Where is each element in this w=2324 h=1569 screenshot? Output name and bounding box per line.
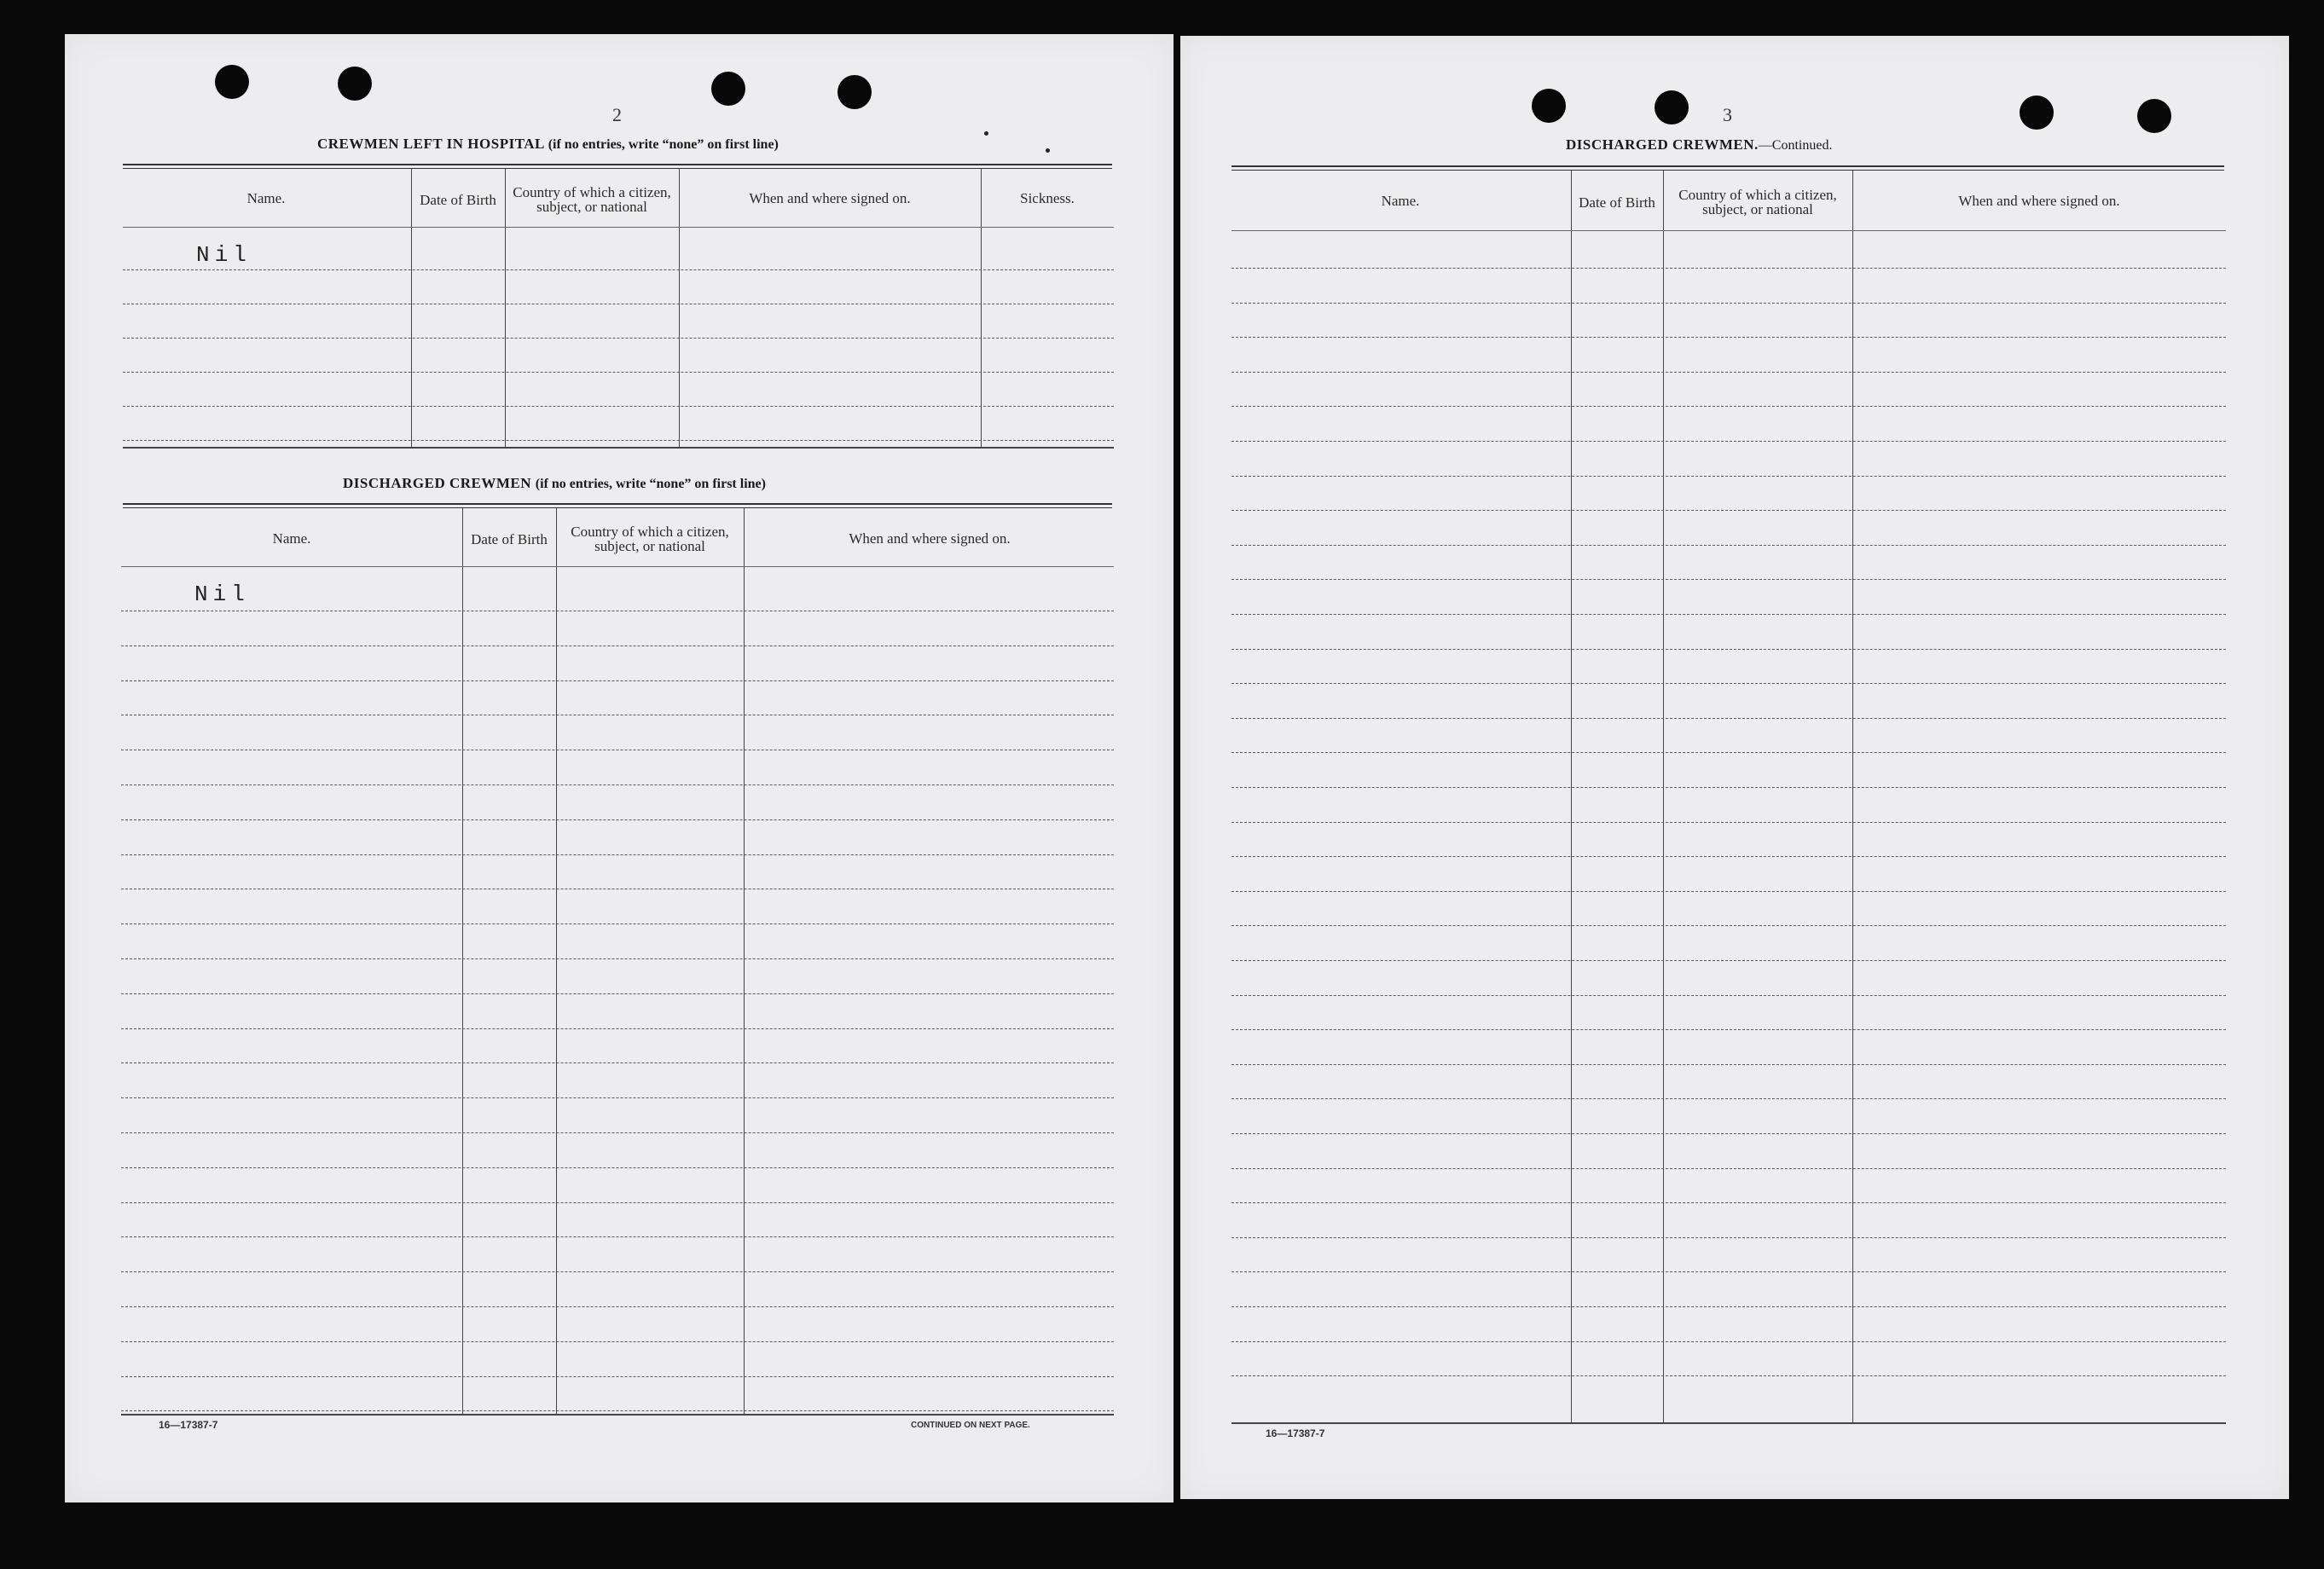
entry-line [1232, 822, 2226, 823]
col-header-country: Country of which a citizen, subject, or national [1678, 187, 1837, 217]
entry-line [121, 958, 1114, 959]
entry-line [121, 854, 1114, 855]
entry-line [121, 1236, 1114, 1237]
col-header-name: Name. [246, 189, 286, 206]
entry-line [1232, 1375, 2226, 1376]
hospital-entry-nil: Nil [196, 242, 252, 268]
hospital-section-title [317, 136, 779, 153]
col-header-signed-on: When and where signed on. [1958, 192, 2120, 209]
column-divider [462, 508, 463, 1414]
entry-line [121, 1341, 1114, 1342]
entry-line [121, 1097, 1114, 1098]
continued-note: CONTINUED ON NEXT PAGE. [911, 1421, 1030, 1430]
punch-hole [1532, 89, 1566, 123]
punch-hole [837, 75, 872, 109]
punch-hole [2020, 96, 2054, 130]
continued-suffix: —Continued. [1758, 138, 1833, 153]
form-number: 16—17387-7 [1266, 1427, 1325, 1439]
entry-line [1232, 891, 2226, 892]
entry-line [1232, 406, 2226, 407]
entry-line [1232, 476, 2226, 477]
col-header-signed-on: When and where signed on. [749, 189, 911, 206]
column-divider [744, 508, 745, 1414]
entry-line [1232, 1271, 2226, 1272]
col-header-dob: Date of Birth [420, 191, 496, 208]
discharged-title-note: (if no entries, write “none” on first line) [535, 477, 766, 491]
entry-line [121, 1376, 1114, 1377]
entry-line [1232, 303, 2226, 304]
col-header-name: Name. [272, 530, 311, 547]
entry-line [1232, 545, 2226, 546]
entry-line [1232, 1341, 2226, 1342]
column-divider [1571, 171, 1572, 1422]
entry-line [1232, 1202, 2226, 1203]
entry-line [1232, 510, 2226, 511]
col-header-name: Name. [1381, 192, 1420, 209]
entry-line [1232, 683, 2226, 684]
ink-speck [1046, 148, 1050, 153]
entry-line [121, 680, 1114, 681]
entry-line [121, 1271, 1114, 1272]
header-underline [121, 566, 1114, 567]
entry-line [123, 372, 1114, 373]
table-bottom-rule [1232, 1422, 2226, 1424]
entry-line [1232, 1098, 2226, 1099]
entry-line [1232, 337, 2226, 338]
col-header-dob: Date of Birth [1579, 194, 1655, 211]
punch-hole [711, 72, 745, 106]
entry-line [1232, 649, 2226, 650]
entry-line [1232, 579, 2226, 580]
entry-line [1232, 856, 2226, 857]
discharged-continued-title-text: DISCHARGED CREWMEN. [1566, 136, 1759, 153]
page-number: 3 [1723, 104, 1732, 125]
discharged-title-text: DISCHARGED CREWMEN [343, 475, 532, 491]
entry-line [121, 1132, 1114, 1133]
entry-line [121, 1306, 1114, 1307]
punch-hole [2137, 99, 2171, 133]
right-page [1180, 36, 2289, 1499]
column-divider [1852, 171, 1853, 1422]
col-header-sickness: Sickness. [1020, 189, 1075, 206]
column-divider [1663, 171, 1664, 1422]
punch-hole [215, 65, 249, 99]
col-header-country: Country of which a citizen, subject, or national [513, 184, 671, 215]
entry-line [1232, 960, 2226, 961]
col-header-dob: Date of Birth [471, 530, 548, 547]
entry-line [1232, 1168, 2226, 1169]
entry-line [1232, 441, 2226, 442]
entry-line [1232, 268, 2226, 269]
entry-line [123, 338, 1114, 339]
entry-line [1232, 1029, 2226, 1030]
entry-line [1232, 995, 2226, 996]
entry-line [1232, 787, 2226, 788]
entry-line [1232, 718, 2226, 719]
column-divider [556, 508, 557, 1414]
hospital-title-text: CREWMEN LEFT IN HOSPITAL [317, 136, 544, 152]
entry-line [123, 269, 1114, 270]
entry-line [1232, 1306, 2226, 1307]
entry-line [121, 819, 1114, 820]
col-header-country: Country of which a citizen, subject, or national [571, 524, 729, 554]
header-underline [1232, 230, 2226, 231]
table-bottom-rule [121, 1414, 1114, 1416]
entry-line [121, 1167, 1114, 1168]
hospital-title-note: (if no entries, write “none” on first line) [548, 137, 779, 152]
entry-line [121, 923, 1114, 924]
entry-line [1232, 372, 2226, 373]
entry-line [1232, 1237, 2226, 1238]
discharged-section-title [343, 475, 766, 492]
entry-line [123, 440, 1114, 441]
page-number: 2 [612, 104, 622, 125]
table-top-rule [123, 164, 1112, 169]
discharged-entry-nil: Nil [194, 582, 250, 607]
entry-line [121, 1028, 1114, 1029]
entry-line [1232, 1064, 2226, 1065]
table-top-rule [1232, 165, 2224, 171]
entry-line [1232, 752, 2226, 753]
left-page [65, 34, 1174, 1502]
table-bottom-rule [123, 447, 1114, 449]
col-header-signed-on: When and where signed on. [849, 530, 1011, 547]
entry-line [121, 1062, 1114, 1063]
ink-speck [984, 131, 988, 136]
entry-line [121, 1202, 1114, 1203]
entry-line [1232, 925, 2226, 926]
header-underline [123, 227, 1114, 228]
table-top-rule [123, 503, 1112, 508]
entry-line [1232, 1133, 2226, 1134]
entry-line [123, 406, 1114, 407]
discharged-continued-title [1566, 136, 1832, 153]
punch-hole [1655, 90, 1689, 124]
entry-line [1232, 614, 2226, 615]
form-number: 16—17387-7 [159, 1419, 218, 1431]
punch-hole [338, 67, 372, 101]
entry-line [121, 784, 1114, 785]
entry-line [121, 993, 1114, 994]
entry-line [121, 1410, 1114, 1411]
